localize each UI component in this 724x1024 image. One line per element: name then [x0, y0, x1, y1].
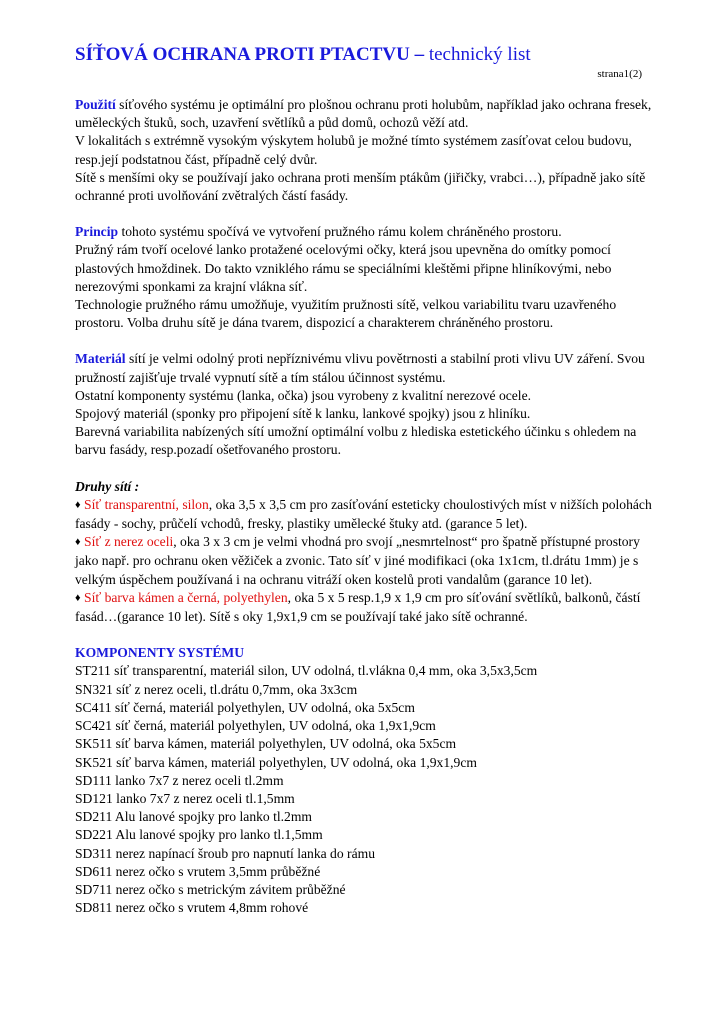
component-item: ST211 síť transparentní, materiál silon, UV odolná, tl.vlákna 0,4 mm, oka 3,5x3,5cm	[75, 663, 538, 679]
material-line: Barevná variabilita nabízených sítí umožní optimální volbu z hlediska estetického účinku s ohledem na barvu fasády, resp.pozadí ošetřovaného prostoru.	[75, 424, 637, 458]
title-dash: –	[409, 44, 429, 65]
component-item: SC421 síť černá, materiál polyethylen, UV odolná, oka 1,9x1,9cm	[75, 718, 436, 734]
diamond-bullet-icon: ♦	[75, 498, 81, 511]
component-item: SK511 síť barva kámen, materiál polyethylen, UV odolná, oka 5x5cm	[75, 736, 457, 752]
component-item: SC411 síť černá, materiál polyethylen, UV odolná, oka 5x5cm	[75, 699, 415, 715]
net-type-text: , oka 3,5 x 3,5 cm pro zasíťování esteticky choulostivých míst v nižších polohách fasády - sochy, průčelí vchodů, fresky, plastiky umělecké štuky atd. (garance 5 let).	[75, 496, 652, 532]
page-number: strana1(2)	[597, 68, 642, 80]
net-type-item	[75, 589, 655, 626]
net-type-text: , oka 3 x 3 cm je velmi vhodná pro svojí „nesmrtelnost“ pro špatně přístupné prostory jako např. pro ochranu oken věžiček a zvonic. Tato síť v jiné modifikaci (oka 1x1cm, tl.drátu 1mm) je s velkým úspěchem používaná i na ochranu vitráží oken kostelů proti vandalům (garance 10 let).	[75, 534, 640, 587]
usage-paragraph	[75, 96, 655, 132]
title-main: SÍŤOVÁ OCHRANA PROTI PTACTVU	[75, 44, 410, 65]
net-type-item	[75, 533, 655, 589]
diamond-bullet-icon: ♦	[75, 536, 81, 549]
component-item: SD111 lanko 7x7 z nerez oceli tl.2mm	[75, 772, 284, 788]
title-sub: technický list	[428, 44, 531, 65]
usage-line: V lokalitách s extrémně vysokým výskytem holubů je možné tímto systémem zasíťovat celou budovu, resp.její podstatnou část, případně celý dvůr.	[75, 133, 632, 167]
principle-keyword: Princip	[75, 224, 119, 240]
material-line: Ostatní komponenty systému (lanka, očka) jsou vyrobeny z kvalitní nerezové ocele.	[75, 387, 532, 403]
net-type-text: , oka 5 x 5 resp.1,9 x 1,9 cm pro síťování světlíků, balkonů, částí fasád…(garance 10 let). Sítě s oky 1,9x1,9 cm se používají také jako sítě ochranné.	[75, 589, 641, 625]
component-item: SD221 Alu lanové spojky pro lanko tl.1,5mm	[75, 827, 323, 843]
principle-line: Technologie pružného rámu umožňuje, využitím pružnosti sítě, velkou variabilitu tvaru uzavřeného prostoru. Volba druhu sítě je dána tvarem, dispozicí a charakterem chráněného prostoru.	[75, 297, 617, 331]
component-item: SN321 síť z nerez oceli, tl.drátu 0,7mm, oka 3x3cm	[75, 681, 358, 697]
component-item: SD121 lanko 7x7 z nerez oceli tl.1,5mm	[75, 790, 295, 806]
net-types-section	[75, 478, 655, 627]
usage-line: Sítě s menšími oky se používají jako ochrana proti menším ptákům (jiřičky, vrabci…), případně jako sítě ochranné proti uvolňování zvětralých částí fasády.	[75, 169, 646, 204]
document-title	[75, 44, 531, 66]
material-line: sítí je velmi odolný proti nepříznivému vlivu povětrnosti a stabilní proti vlivu UV záření. Svou pružností zajišťuje trvalé vypnutí sítě a tím stálou účinnost systému.	[75, 351, 645, 385]
net-type-name: Síť z nerez oceli	[84, 534, 174, 550]
component-item: SD211 Alu lanové spojky pro lanko tl.2mm	[75, 809, 313, 825]
document-body	[75, 96, 655, 917]
component-item: SD311 nerez napínací šroub pro napnutí lanka do rámu	[75, 845, 375, 861]
net-type-name: Síť barva kámen a černá, polyethylen	[84, 589, 288, 605]
usage-keyword: Použití	[75, 97, 116, 112]
material-keyword: Materiál	[75, 351, 126, 367]
net-type-name: Síť transparentní, silon	[84, 496, 209, 512]
usage-section	[75, 96, 655, 205]
principle-line: tohoto systému spočívá ve vytvoření pružného rámu kolem chráněného prostoru.	[118, 224, 562, 240]
principle-paragraph	[75, 223, 655, 241]
component-item: SK521 síť barva kámen, materiál polyethylen, UV odolná, oka 1,9x1,9cm	[75, 754, 477, 770]
component-item: SD811 nerez očko s vrutem 4,8mm rohové	[75, 900, 309, 916]
material-section	[75, 350, 655, 459]
principle-line: Pružný rám tvoří ocelové lanko protažené ocelovými očky, která jsou upevněna do omítky pomocí plastových hmoždinek. Do takto vzniklého rámu se speciálními kleštěmi připne hliníkovými, nebo nerezovými sponkami za krajní vlákna síť.	[75, 242, 612, 294]
net-type-item	[75, 496, 655, 533]
net-types-heading: Druhy sítí :	[75, 478, 140, 494]
material-line: Spojový materiál (sponky pro připojení sítě k lanku, lankové spojky) jsou z hliníku.	[75, 406, 531, 422]
principle-section	[75, 223, 655, 332]
diamond-bullet-icon: ♦	[75, 591, 81, 604]
usage-line: síťového systému je optimální pro plošnou ochranu proti holubům, například jako ochrana fresek, uměleckých štuků, soch, uzavření světlíků a půd domů, ochozů věží atd.	[75, 97, 652, 131]
material-paragraph	[75, 350, 655, 386]
components-heading: KOMPONENTY SYSTÉMU	[75, 645, 245, 661]
components-section	[75, 644, 655, 917]
component-item: SD611 nerez očko s vrutem 3,5mm průběžné	[75, 863, 321, 879]
component-item: SD711 nerez očko s metrickým závitem průběžné	[75, 881, 346, 897]
